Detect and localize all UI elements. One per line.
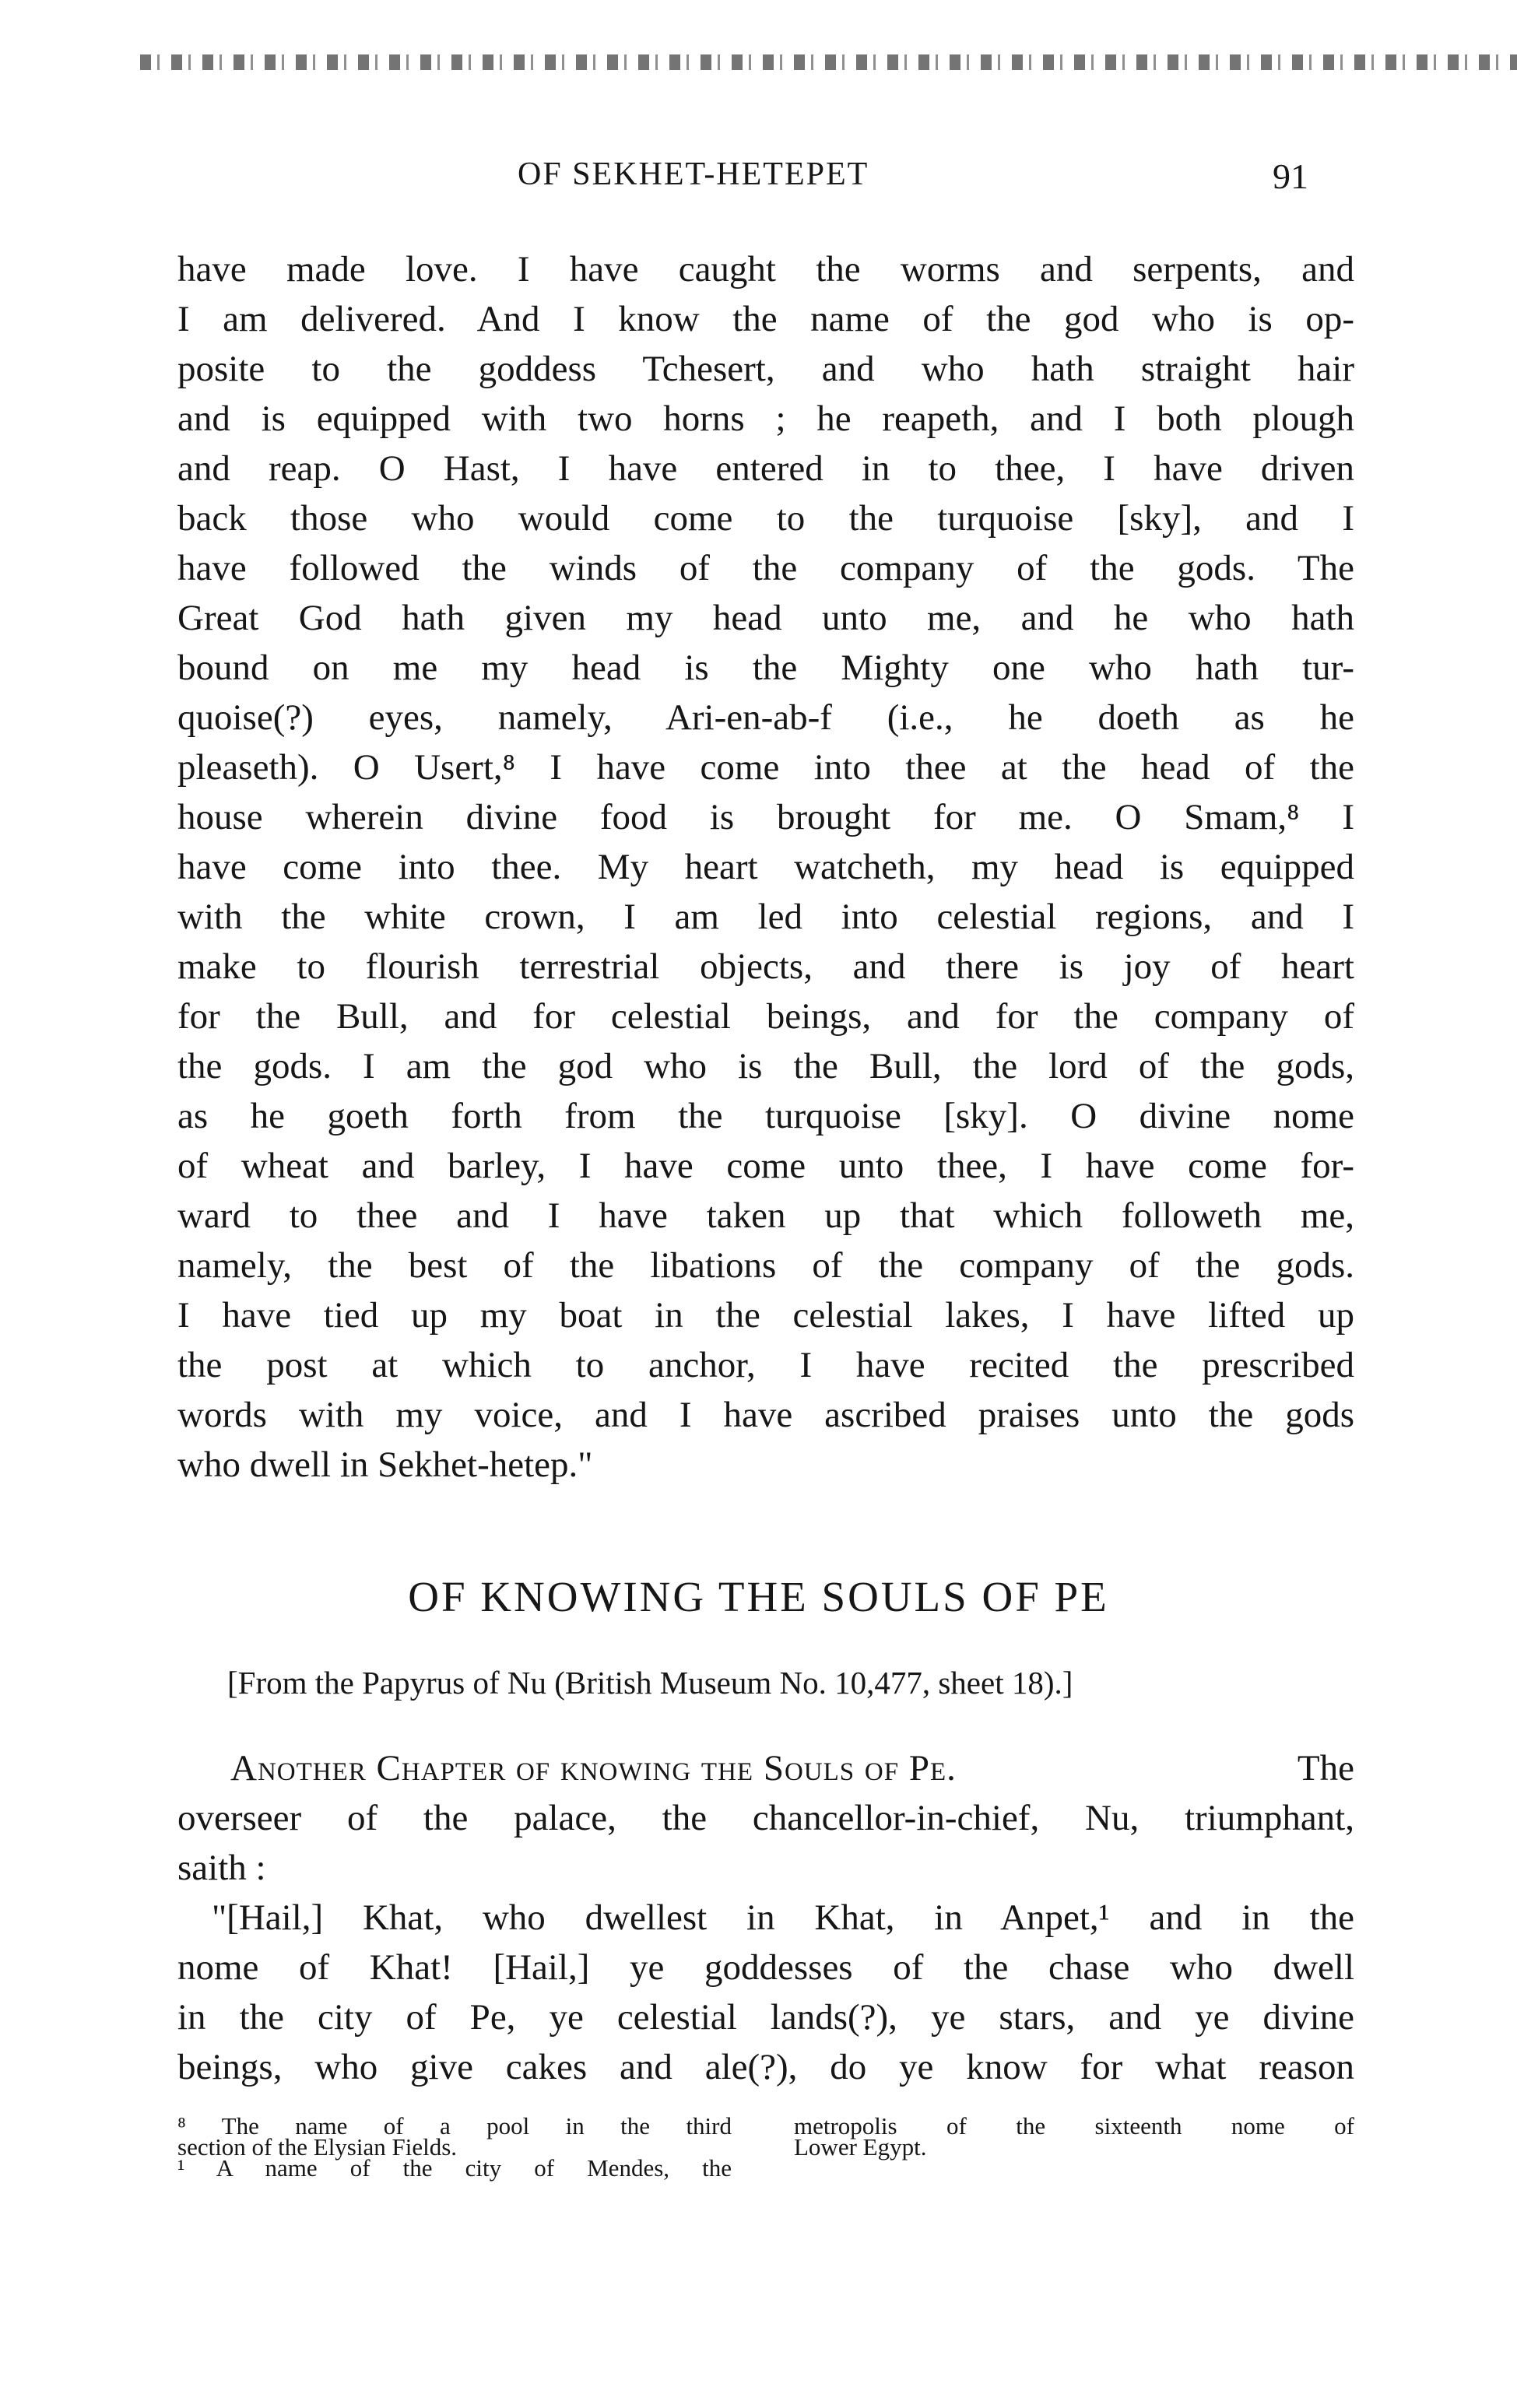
- page-number: 91: [1273, 156, 1308, 196]
- chapter-line: in the city of Pe, ye celestial lands(?), ye stars, and ye divine: [177, 1997, 1354, 2038]
- body-line: posite to the goddess Tchesert, and who hath straight hair: [177, 349, 1354, 389]
- body-line: have followed the winds of the company of the gods. The: [177, 548, 1354, 588]
- footnote-line: ¹ A name of the city of Mendes, the: [177, 2154, 732, 2182]
- chapter-line: nome of Khat! [Hail,] ye goddesses of the chase who dwell: [177, 1947, 1354, 1988]
- body-line: and reap. O Hast, I have entered in to thee, I have driven: [177, 448, 1354, 489]
- scan-edge-artifact: [140, 54, 1517, 70]
- body-line: have made love. I have caught the worms and serpents, and: [177, 249, 1354, 290]
- body-line: for the Bull, and for celestial beings, and for the company of: [177, 996, 1354, 1037]
- body-line: Great God hath given my head unto me, and he who hath: [177, 598, 1354, 638]
- body-line: the post at which to anchor, I have recited the prescribed: [177, 1345, 1354, 1385]
- body-line: I have tied up my boat in the celestial lakes, I have lifted up: [177, 1295, 1354, 1336]
- section-heading: OF KNOWING THE SOULS OF PE: [408, 1573, 1109, 1620]
- body-line: have come into thee. My heart watcheth, my head is equipped: [177, 847, 1354, 887]
- body-line: with the white crown, I am led into celestial regions, and I: [177, 897, 1354, 937]
- body-line: house wherein divine food is brought for me. O Smam,⁸ I: [177, 797, 1354, 837]
- footnote-line: metropolis of the sixteenth nome of: [794, 2112, 1354, 2139]
- body-line: as he goeth forth from the turquoise [sky]. O divine nome: [177, 1096, 1354, 1136]
- body-line: the gods. I am the god who is the Bull, the lord of the gods,: [177, 1046, 1354, 1086]
- body-line: bound on me my head is the Mighty one who hath tur-: [177, 648, 1354, 688]
- body-line: quoise(?) eyes, namely, Ari-en-ab-f (i.e., he doeth as he: [177, 697, 1354, 738]
- chapter-line: "[Hail,] Khat, who dwellest in Khat, in Anpet,¹ and in the: [212, 1897, 1354, 1938]
- footnote-line: section of the Elysian Fields.: [177, 2133, 458, 2161]
- body-line: words with my voice, and I have ascribed praises unto the gods: [177, 1395, 1354, 1435]
- body-line: back those who would come to the turquoise [sky], and I: [177, 498, 1354, 539]
- source-note: [From the Papyrus of Nu (British Museum No. 10,477, sheet 18).]: [227, 1665, 1073, 1701]
- body-line: ward to thee and I have taken up that which followeth me,: [177, 1195, 1354, 1236]
- chapter-line: saith :: [177, 1848, 266, 1888]
- footnote-line: Lower Egypt.: [794, 2133, 927, 2161]
- chapter-line-end: The: [1297, 1748, 1354, 1788]
- body-line: I am delivered. And I know the name of the god who is op-: [177, 299, 1354, 339]
- running-head: OF SEKHET-HETEPET: [518, 156, 869, 192]
- body-line: pleaseth). O Usert,⁸ I have come into thee at the head of the: [177, 747, 1354, 788]
- chapter-title: Another Chapter of knowing the Souls of Pe.: [230, 1748, 957, 1788]
- chapter-line: beings, who give cakes and ale(?), do ye know for what reason: [177, 2047, 1354, 2087]
- body-line: make to flourish terrestrial objects, and there is joy of heart: [177, 946, 1354, 987]
- chapter-first-line: [177, 1746, 1354, 1790]
- body-line-last: who dwell in Sekhet-hetep.": [177, 1444, 593, 1485]
- chapter-line: overseer of the palace, the chancellor-in-chief, Nu, triumphant,: [177, 1798, 1354, 1838]
- body-line: and is equipped with two horns ; he reapeth, and I both plough: [177, 398, 1354, 439]
- body-line: of wheat and barley, I have come unto thee, I have come for-: [177, 1146, 1354, 1186]
- footnote-line: ⁸ The name of a pool in the third: [177, 2112, 732, 2139]
- body-line: namely, the best of the libations of the company of the gods.: [177, 1245, 1354, 1286]
